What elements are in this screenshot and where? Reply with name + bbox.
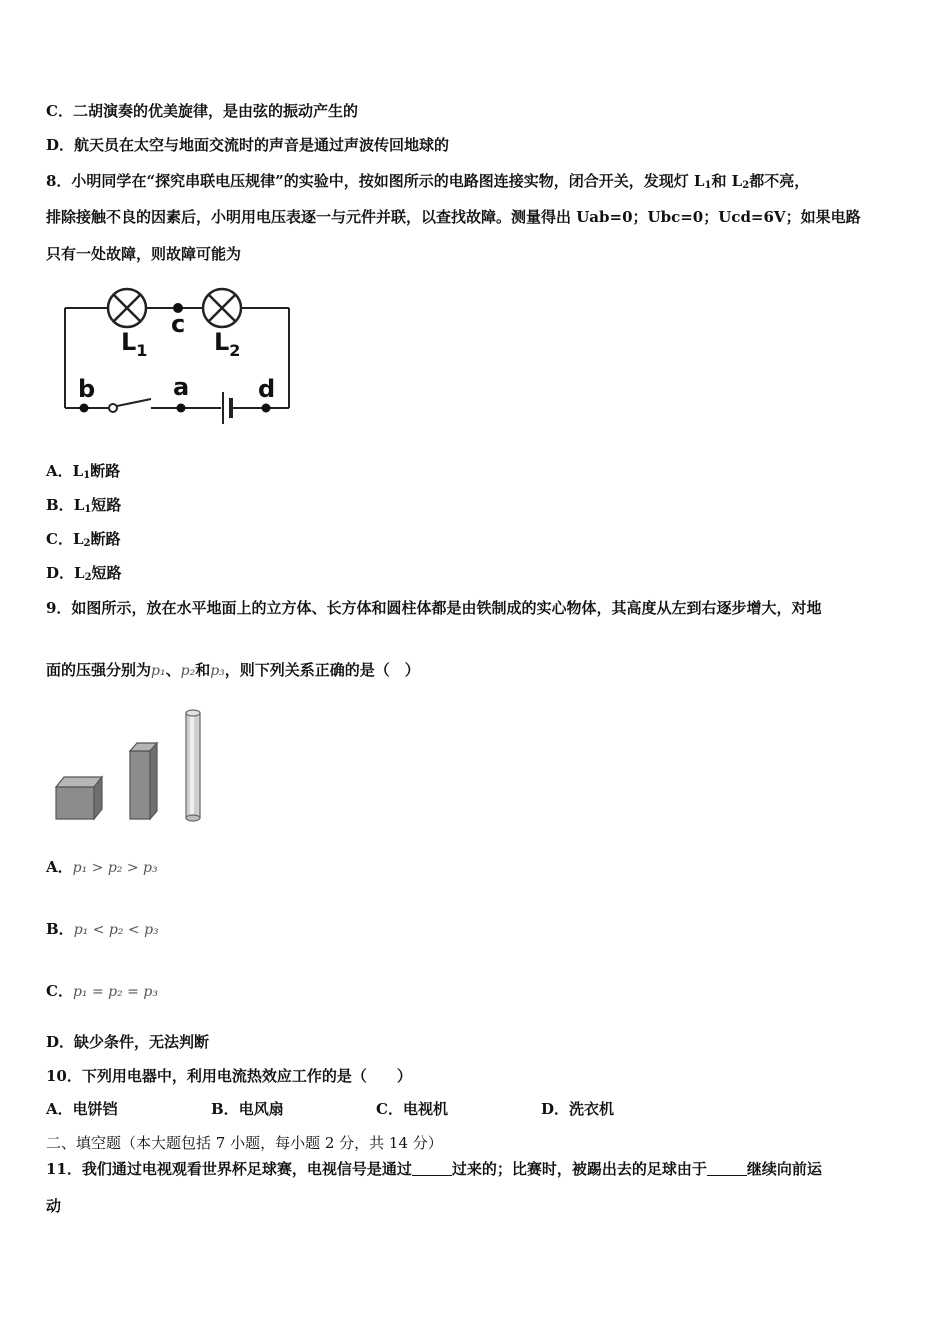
q10-option-c[interactable]: C．电视机	[376, 1100, 448, 1118]
q8-option-d[interactable]: D．$L_2$短路	[46, 564, 122, 583]
q8-option-b[interactable]: B．$L_1$短路	[46, 496, 122, 515]
q8-stem-line2: 排除接触不良的因素后，小明用电压表逐一与元件并联，以查找故障。测量得出 Uab=0；Ubc=0；Ucd=6V；如果电路	[46, 208, 861, 226]
node-d	[262, 404, 271, 413]
lamp-l2-icon	[203, 289, 241, 327]
q10-option-b[interactable]: B．电风扇	[211, 1100, 284, 1118]
label-b: b	[78, 375, 96, 403]
label-l2: $L_2$	[214, 328, 241, 360]
q8-option-c[interactable]: C．$L_2$断路	[46, 530, 121, 549]
label-d: d	[258, 375, 276, 403]
label-c: c	[171, 310, 186, 338]
q9-stem-line1: 9．如图所示，放在水平地面上的立方体、长方体和圆柱体都是由铁制成的实心物体，其高度从左到右逐步增大，对地	[46, 599, 822, 617]
q7-option-d: D．航天员在太空与地面交流时的声音是通过声波传回地球的	[46, 136, 450, 154]
q7-option-c: C．二胡演奏的优美旋律，是由弦的振动产生的	[46, 102, 358, 120]
q8-option-a[interactable]: A．$L_1$断路	[46, 462, 121, 481]
solids-figure	[50, 705, 210, 825]
switch-icon	[109, 404, 117, 412]
q8-stem-line3: 只有一处故障，则故障可能为	[46, 245, 242, 263]
label-l1: $L_1$	[121, 328, 148, 360]
q9-option-c[interactable]: C．p₁ = p₂ = p₃	[46, 982, 158, 1000]
label-a: a	[173, 373, 190, 401]
q10-option-a[interactable]: A．电饼铛	[46, 1100, 118, 1118]
q10-options	[46, 1099, 614, 1119]
q11-stem-line2: 动	[46, 1197, 62, 1215]
lamp-l1-icon	[108, 289, 146, 327]
q11-blank-2[interactable]	[707, 1161, 747, 1176]
q9-option-b[interactable]: B．p₁ < p₂ < p₃	[46, 920, 159, 938]
q11-stem-line1: 11．我们通过电视观看世界杯足球赛，电视信号是通过 过来的；比赛时，被踢出去的足球由于 继续向前运	[46, 1160, 822, 1178]
q9-option-d[interactable]: D．缺少条件，无法判断	[46, 1033, 210, 1051]
circuit-diagram	[55, 282, 300, 432]
node-a	[177, 404, 186, 413]
cuboid-shape	[130, 743, 157, 819]
q10-stem: 10．下列用电器中，利用电流热效应工作的是（ ）	[46, 1067, 412, 1085]
cube-shape	[56, 777, 102, 819]
section-2-title: 二、填空题（本大题包括 7 小题，每小题 2 分，共 14 分）	[46, 1134, 443, 1152]
q9-option-a[interactable]: A．p₁ > p₂ > p₃	[46, 858, 158, 876]
q10-option-d[interactable]: D．洗衣机	[541, 1100, 615, 1118]
cylinder-shape	[186, 710, 200, 821]
q9-stem-line2: 面的压强分别为p₁、p₂和p₃，则下列关系正确的是（ ）	[46, 661, 420, 679]
node-b	[80, 404, 89, 413]
q11-blank-1[interactable]	[412, 1161, 452, 1176]
q8-stem-line1: 8．小明同学在“探究串联电压规律”的实验中，按如图所示的电路图连接实物，闭合开关，发现灯 $L_1$和 $L_2$都不亮，	[46, 172, 810, 191]
battery-icon	[223, 392, 231, 424]
